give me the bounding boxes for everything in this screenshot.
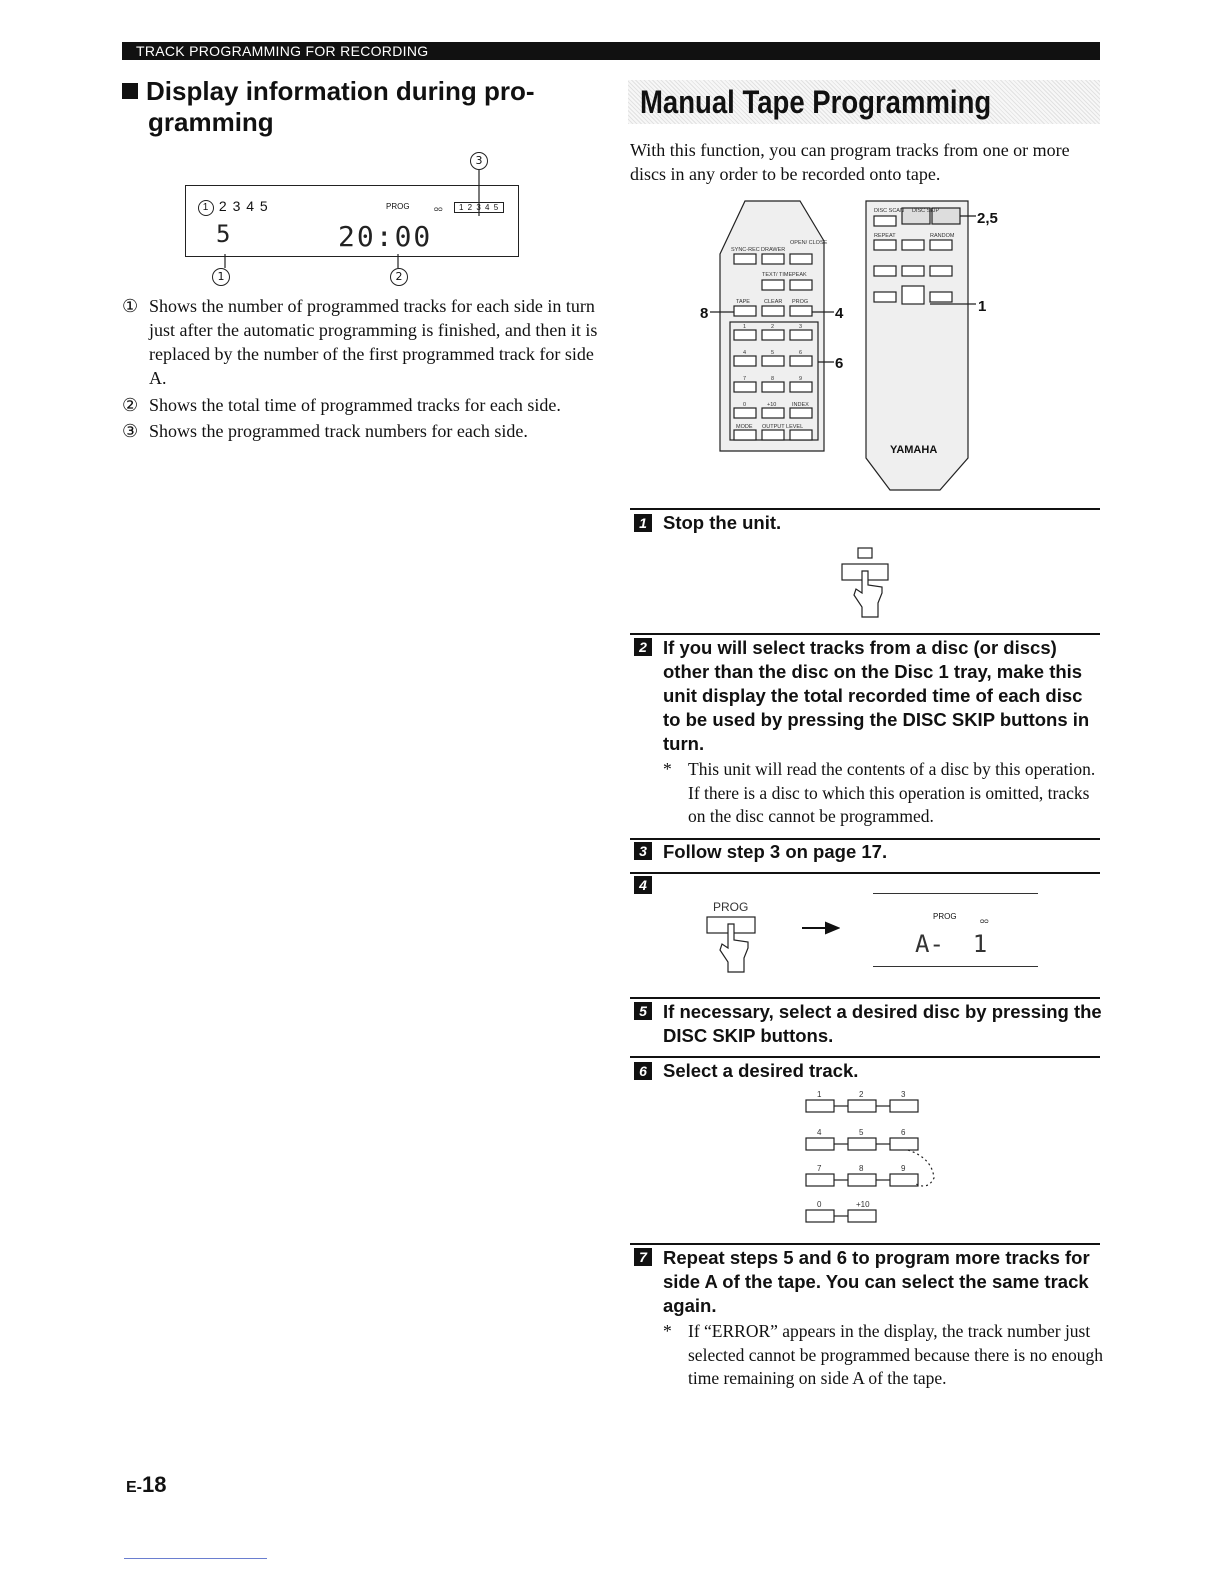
remote-key-3: 3 [799,324,803,330]
description-2: ② Shows the total time of programmed tracks for each side. [122,395,561,415]
display-panel [185,185,519,257]
bottom-rule [124,1558,267,1559]
step-2-rule [630,633,1100,635]
remote-key-plus10: +10 [767,402,777,408]
remote-label-text-time: TEXT/ TIME [762,272,793,278]
remote-key-0: 0 [743,402,747,408]
right-arrow-icon [800,920,840,936]
step-4-rule [630,872,1100,874]
step-3-text: Follow step 3 on page 17. [663,841,888,862]
step-7-badge: 7 [634,1248,652,1266]
keypad-label-3: 3 [901,1090,906,1099]
remote-key-6: 6 [799,350,803,356]
remote-control-illustration [700,196,1010,494]
step-2-text: If you will select tracks from a disc (or discs) other than the disc on the Disc 1 tray, make this unit display the total recorded time of each disc to be used by pressing the DISC SKIP buttons in turn. [663,637,1090,754]
keypad-label-5: 5 [859,1128,864,1137]
callout-remote-1: 1 [978,298,987,315]
callout-2-5: 2,5 [977,210,998,227]
callout-remote-4: 4 [835,305,844,322]
display-time: 20:00 [338,220,433,253]
keypad-label-7: 7 [817,1164,822,1173]
callout-remote-8: 8 [700,305,709,322]
step-5-badge: 5 [634,1002,652,1020]
keypad-label-plus10: +10 [856,1200,870,1209]
keypad-label-0: 0 [817,1200,822,1209]
section-title: TRACK PROGRAMMING FOR RECORDING [136,43,429,59]
heading-line-2: gramming [148,107,274,137]
display-track-row [198,198,269,216]
remote-key-2: 2 [771,324,775,330]
step-6-rule [630,1056,1100,1058]
step-1-rule [630,508,1100,510]
remote-label-open-close: OPEN/ CLOSE [790,240,828,246]
page-number-value: 18 [142,1472,167,1497]
remote-key-7: 7 [743,376,747,382]
step-5-rule [630,997,1100,999]
step-4-display-tape-icon: ᴑᴑ [980,918,989,925]
page-prefix: E- [126,1479,142,1496]
remote-label-output-level: OUTPUT LEVEL [762,424,804,430]
section-header-bar [122,42,1100,60]
intro-paragraph: With this function, you can program tracks from one or more discs in any order to be recorded onto tape. [630,140,1070,184]
callout-1-inline: 1 [198,200,214,216]
display-big-count: 5 [216,220,231,248]
keypad-label-6: 6 [901,1128,906,1137]
step-4-display-prog: PROG [933,912,957,921]
step-4-display-value: A- 1 [915,930,988,958]
remote-label-disc-skip: DISC SKIP [912,208,940,214]
remote-label-random: RANDOM [930,233,955,239]
step-7-rule [630,1243,1100,1245]
display-info-heading [122,76,562,138]
step-4-display [873,893,1038,967]
remote-label-drawer: DRAWER [761,247,786,253]
step-3-badge: 3 [634,842,652,860]
step-4-badge: 4 [634,876,652,894]
prog-button-press-icon [704,914,760,976]
prog-button-label: PROG [713,900,749,914]
remote-key-1: 1 [743,324,747,330]
square-bullet-icon [122,83,138,99]
remote-label-mode: MODE [736,424,753,430]
remote-key-9: 9 [799,376,803,382]
keypad-label-8: 8 [859,1164,864,1173]
remote-label-tape: TAPE [736,299,750,305]
remote-label-prog: PROG [792,299,809,305]
step-7-note: * If “ERROR” appears in the display, the track number just selected cannot be programmed because there is no enough time remaining on side A of the tape. [663,1321,1103,1388]
remote-label-disc-scan: DISC SCAN [874,208,904,214]
numeric-keypad-illustration [800,1088,950,1226]
display-prog-label: PROG [386,202,410,211]
remote-key-5: 5 [771,350,775,356]
remote-label-peak: PEAK [792,272,807,278]
step-7-text: Repeat steps 5 and 6 to program more tracks for side A of the tape. You can select the same track again. [663,1247,1090,1316]
callout-2: 2 [390,268,408,286]
display-track-numbers: 2 3 4 5 [218,198,269,214]
keypad-label-1: 1 [817,1090,822,1099]
step-5-text: If necessary, select a desired disc by pressing the DISC SKIP buttons. [663,1001,1102,1046]
stop-button-press-icon [838,545,894,621]
keypad-label-2: 2 [859,1090,864,1099]
keypad-label-4: 4 [817,1128,822,1137]
description-3: ③ Shows the programmed track numbers for each side. [122,421,528,441]
page-number [126,1472,166,1498]
display-strip-numbers: 1 2 3 4 5 [454,202,504,213]
step-6-text: Select a desired track. [663,1060,859,1081]
callout-remote-6: 6 [835,355,844,372]
description-1: ① Shows the number of programmed tracks for each side in turn just after the automatic programming is finished, and then it is replaced by the number of the first programmed track for side A. [122,296,598,388]
remote-label-index: INDEX [792,402,809,408]
step-2-note: * This unit will read the contents of a disc by this operation. If there is a disc to which this operation is omitted, tracks on the disc cannot be programmed. [663,759,1096,826]
step-2-badge: 2 [634,638,652,656]
display-tape-icon: ᴑᴑ [434,206,443,213]
keypad-label-9: 9 [901,1164,906,1173]
remote-key-4: 4 [743,350,747,356]
remote-label-clear: CLEAR [764,299,783,305]
callout-1: 1 [212,268,230,286]
step-1-text: Stop the unit. [663,512,782,533]
callout-3: 3 [470,152,488,170]
heading-line-1: Display information during pro- [146,76,535,106]
yamaha-logo: YAMAHA [890,444,938,456]
manual-tape-programming-title: Manual Tape Programming [640,84,992,120]
remote-key-8: 8 [771,376,775,382]
remote-label-syncrec: SYNC-REC [731,247,760,253]
step-6-badge: 6 [634,1062,652,1080]
step-1-badge: 1 [634,514,652,532]
remote-label-repeat: REPEAT [874,233,896,239]
